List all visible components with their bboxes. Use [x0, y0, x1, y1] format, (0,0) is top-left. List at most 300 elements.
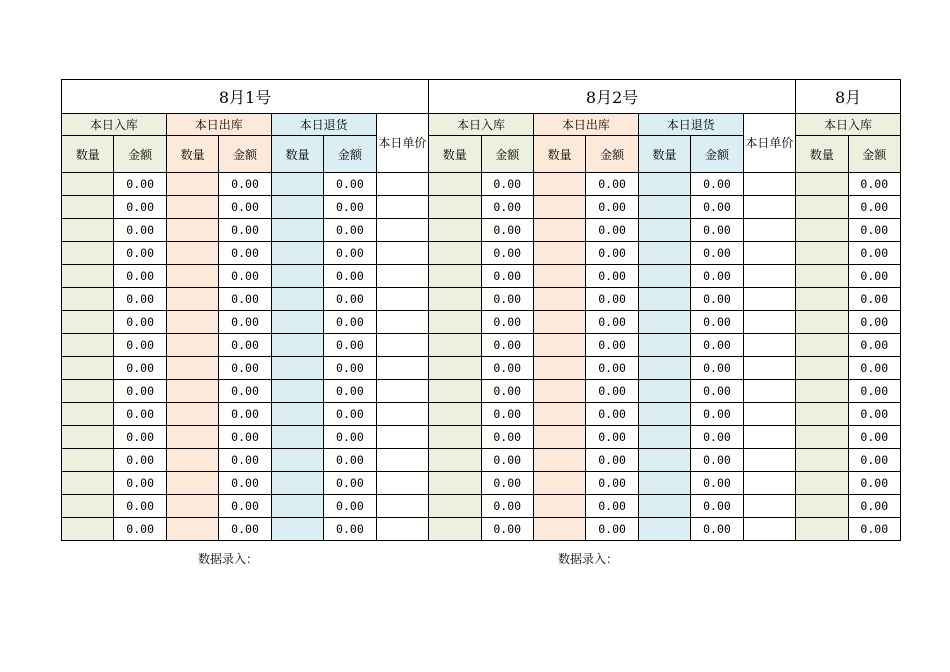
amount-cell[interactable]: 0.00: [324, 334, 376, 357]
unit-price-cell[interactable]: [743, 495, 795, 518]
qty-cell[interactable]: [62, 357, 114, 380]
unit-price-cell[interactable]: [743, 472, 795, 495]
amount-cell[interactable]: 0.00: [114, 334, 166, 357]
amount-cell[interactable]: 0.00: [586, 288, 638, 311]
amount-cell[interactable]: 0.00: [848, 173, 900, 196]
amount-cell[interactable]: 0.00: [481, 334, 533, 357]
amount-cell[interactable]: 0.00: [481, 449, 533, 472]
subheader-in-amount-day3: 金额: [848, 136, 900, 173]
amount-cell[interactable]: 0.00: [481, 357, 533, 380]
qty-cell[interactable]: [271, 495, 323, 518]
qty-cell[interactable]: [62, 472, 114, 495]
amount-cell[interactable]: 0.00: [691, 334, 743, 357]
amount-cell[interactable]: 0.00: [219, 426, 271, 449]
unit-price-cell[interactable]: [376, 403, 428, 426]
amount-cell[interactable]: 0.00: [219, 357, 271, 380]
amount-cell[interactable]: 0.00: [481, 173, 533, 196]
amount-cell[interactable]: 0.00: [586, 311, 638, 334]
amount-cell[interactable]: 0.00: [219, 265, 271, 288]
qty-cell[interactable]: [533, 472, 585, 495]
amount-cell[interactable]: 0.00: [848, 403, 900, 426]
group-header-in-day2: 本日入库: [429, 114, 534, 136]
unit-price-cell[interactable]: [743, 219, 795, 242]
unit-price-cell[interactable]: [376, 472, 428, 495]
qty-cell[interactable]: [638, 196, 690, 219]
amount-cell[interactable]: 0.00: [114, 311, 166, 334]
amount-cell[interactable]: 0.00: [586, 219, 638, 242]
amount-cell[interactable]: 0.00: [324, 518, 376, 541]
qty-cell[interactable]: [62, 242, 114, 265]
unit-price-cell[interactable]: [743, 242, 795, 265]
qty-cell[interactable]: [271, 311, 323, 334]
amount-cell[interactable]: 0.00: [586, 426, 638, 449]
qty-cell[interactable]: [429, 495, 481, 518]
unit-price-cell[interactable]: [743, 449, 795, 472]
amount-cell[interactable]: 0.00: [848, 518, 900, 541]
unit-price-cell[interactable]: [376, 311, 428, 334]
amount-cell[interactable]: 0.00: [114, 518, 166, 541]
amount-cell[interactable]: 0.00: [219, 380, 271, 403]
amount-cell[interactable]: 0.00: [586, 242, 638, 265]
unit-price-cell[interactable]: [743, 380, 795, 403]
qty-cell[interactable]: [166, 357, 218, 380]
qty-cell[interactable]: [533, 334, 585, 357]
table-row: [62, 403, 901, 426]
table-row: [62, 518, 901, 541]
amount-cell[interactable]: 0.00: [324, 173, 376, 196]
group-header-ret-day1: 本日退货: [271, 114, 376, 136]
amount-cell[interactable]: 0.00: [848, 495, 900, 518]
group-header-in-day1: 本日入库: [62, 114, 167, 136]
inventory-table: [61, 79, 901, 541]
subheader-ret-qty-day1: 数量: [271, 136, 323, 173]
qty-cell[interactable]: [429, 518, 481, 541]
amount-cell[interactable]: 0.00: [324, 288, 376, 311]
spreadsheet: [61, 79, 950, 574]
amount-cell[interactable]: 0.00: [848, 288, 900, 311]
qty-cell[interactable]: [166, 242, 218, 265]
amount-cell[interactable]: 0.00: [848, 265, 900, 288]
table-row: [62, 196, 901, 219]
amount-cell[interactable]: 0.00: [324, 380, 376, 403]
qty-cell[interactable]: [166, 403, 218, 426]
amount-cell[interactable]: 0.00: [848, 426, 900, 449]
amount-cell[interactable]: 0.00: [586, 380, 638, 403]
qty-cell[interactable]: [62, 288, 114, 311]
table-row: [62, 472, 901, 495]
qty-cell[interactable]: [271, 173, 323, 196]
qty-cell[interactable]: [166, 449, 218, 472]
qty-cell[interactable]: [796, 426, 848, 449]
group-header-ret-day2: 本日退货: [638, 114, 743, 136]
qty-cell[interactable]: [533, 518, 585, 541]
qty-cell[interactable]: [638, 219, 690, 242]
amount-cell[interactable]: 0.00: [691, 449, 743, 472]
unit-price-cell[interactable]: [743, 196, 795, 219]
amount-cell[interactable]: 0.00: [848, 380, 900, 403]
qty-cell[interactable]: [429, 380, 481, 403]
qty-cell[interactable]: [166, 288, 218, 311]
table-row: [62, 288, 901, 311]
qty-cell[interactable]: [166, 426, 218, 449]
data-entry-label-1: 数据录入：: [198, 552, 259, 566]
qty-cell[interactable]: [429, 472, 481, 495]
qty-cell[interactable]: [796, 380, 848, 403]
qty-cell[interactable]: [533, 357, 585, 380]
qty-cell[interactable]: [62, 265, 114, 288]
amount-cell[interactable]: 0.00: [219, 288, 271, 311]
qty-cell[interactable]: [62, 196, 114, 219]
amount-cell[interactable]: 0.00: [219, 403, 271, 426]
qty-cell[interactable]: [166, 495, 218, 518]
unit-price-cell[interactable]: [743, 518, 795, 541]
subheader-in-amount-day2: 金额: [481, 136, 533, 173]
qty-cell[interactable]: [271, 380, 323, 403]
qty-cell[interactable]: [271, 472, 323, 495]
qty-cell[interactable]: [533, 311, 585, 334]
qty-cell[interactable]: [62, 311, 114, 334]
qty-cell[interactable]: [796, 403, 848, 426]
unit-price-cell[interactable]: [743, 357, 795, 380]
table-row: [62, 173, 901, 196]
amount-cell[interactable]: 0.00: [219, 196, 271, 219]
amount-cell[interactable]: 0.00: [586, 196, 638, 219]
amount-cell[interactable]: 0.00: [114, 242, 166, 265]
qty-cell[interactable]: [638, 242, 690, 265]
amount-cell[interactable]: 0.00: [324, 449, 376, 472]
qty-cell[interactable]: [638, 426, 690, 449]
qty-cell[interactable]: [796, 288, 848, 311]
qty-cell[interactable]: [271, 219, 323, 242]
subheader-ret-amount-day2: 金额: [691, 136, 743, 173]
amount-cell[interactable]: 0.00: [114, 472, 166, 495]
amount-cell[interactable]: 0.00: [848, 196, 900, 219]
amount-cell[interactable]: 0.00: [114, 380, 166, 403]
qty-cell[interactable]: [638, 265, 690, 288]
qty-cell[interactable]: [429, 288, 481, 311]
amount-cell[interactable]: 0.00: [481, 219, 533, 242]
unit-price-cell[interactable]: [376, 334, 428, 357]
qty-cell[interactable]: [796, 495, 848, 518]
qty-cell[interactable]: [533, 403, 585, 426]
qty-cell[interactable]: [271, 357, 323, 380]
qty-cell[interactable]: [533, 449, 585, 472]
amount-cell[interactable]: 0.00: [848, 242, 900, 265]
amount-cell[interactable]: 0.00: [586, 173, 638, 196]
table-row: [62, 449, 901, 472]
amount-cell[interactable]: 0.00: [691, 311, 743, 334]
amount-cell[interactable]: 0.00: [481, 242, 533, 265]
qty-cell[interactable]: [638, 311, 690, 334]
amount-cell[interactable]: 0.00: [691, 518, 743, 541]
qty-cell[interactable]: [796, 242, 848, 265]
amount-cell[interactable]: 0.00: [586, 357, 638, 380]
date-header-3: 8月: [796, 80, 901, 114]
qty-cell[interactable]: [429, 334, 481, 357]
amount-cell[interactable]: 0.00: [848, 334, 900, 357]
qty-cell[interactable]: [533, 495, 585, 518]
amount-cell[interactable]: 0.00: [114, 219, 166, 242]
qty-cell[interactable]: [271, 518, 323, 541]
unit-price-cell[interactable]: [376, 357, 428, 380]
qty-cell[interactable]: [271, 403, 323, 426]
subheader-ret-amount-day1: 金额: [324, 136, 376, 173]
qty-cell[interactable]: [533, 173, 585, 196]
amount-cell[interactable]: 0.00: [481, 311, 533, 334]
amount-cell[interactable]: 0.00: [586, 495, 638, 518]
qty-cell[interactable]: [166, 196, 218, 219]
table-row: [62, 219, 901, 242]
group-header-in-day3: 本日入库: [796, 114, 901, 136]
qty-cell[interactable]: [62, 518, 114, 541]
qty-cell[interactable]: [429, 403, 481, 426]
amount-cell[interactable]: 0.00: [324, 242, 376, 265]
amount-cell[interactable]: 0.00: [219, 311, 271, 334]
qty-cell[interactable]: [166, 518, 218, 541]
qty-cell[interactable]: [638, 173, 690, 196]
unit-price-cell[interactable]: [376, 380, 428, 403]
qty-cell[interactable]: [796, 334, 848, 357]
table-row: [62, 265, 901, 288]
amount-cell[interactable]: 0.00: [691, 403, 743, 426]
qty-cell[interactable]: [533, 196, 585, 219]
amount-cell[interactable]: 0.00: [848, 219, 900, 242]
amount-cell[interactable]: 0.00: [691, 380, 743, 403]
unit-price-cell[interactable]: [376, 242, 428, 265]
amount-cell[interactable]: 0.00: [219, 219, 271, 242]
qty-cell[interactable]: [429, 173, 481, 196]
qty-cell[interactable]: [638, 357, 690, 380]
amount-cell[interactable]: 0.00: [324, 196, 376, 219]
qty-cell[interactable]: [796, 449, 848, 472]
qty-cell[interactable]: [638, 449, 690, 472]
amount-cell[interactable]: 0.00: [481, 518, 533, 541]
amount-cell[interactable]: 0.00: [691, 472, 743, 495]
qty-cell[interactable]: [62, 449, 114, 472]
subheader-in-qty-day1: 数量: [62, 136, 114, 173]
table-row: [62, 357, 901, 380]
amount-cell[interactable]: 0.00: [324, 426, 376, 449]
amount-cell[interactable]: 0.00: [114, 495, 166, 518]
qty-cell[interactable]: [533, 380, 585, 403]
unit-price-cell[interactable]: [376, 518, 428, 541]
subheader-out-amount-day1: 金额: [219, 136, 271, 173]
qty-cell[interactable]: [638, 288, 690, 311]
amount-cell[interactable]: 0.00: [481, 196, 533, 219]
amount-cell[interactable]: 0.00: [691, 288, 743, 311]
qty-cell[interactable]: [429, 196, 481, 219]
amount-cell[interactable]: 0.00: [691, 242, 743, 265]
qty-cell[interactable]: [271, 334, 323, 357]
data-entry-label-2: 数据录入：: [558, 552, 619, 566]
amount-cell[interactable]: 0.00: [848, 311, 900, 334]
qty-cell[interactable]: [166, 311, 218, 334]
amount-cell[interactable]: 0.00: [481, 472, 533, 495]
amount-cell[interactable]: 0.00: [691, 196, 743, 219]
qty-cell[interactable]: [62, 173, 114, 196]
unit-price-header-day2: 本日单价: [743, 114, 795, 173]
table-row: [62, 311, 901, 334]
date-header-2: 8月2号: [429, 80, 796, 114]
qty-cell[interactable]: [796, 265, 848, 288]
qty-cell[interactable]: [638, 495, 690, 518]
amount-cell[interactable]: 0.00: [586, 518, 638, 541]
unit-price-cell[interactable]: [743, 173, 795, 196]
unit-price-cell[interactable]: [743, 311, 795, 334]
amount-cell[interactable]: 0.00: [586, 472, 638, 495]
amount-cell[interactable]: 0.00: [114, 196, 166, 219]
qty-cell[interactable]: [796, 357, 848, 380]
amount-cell[interactable]: 0.00: [481, 403, 533, 426]
amount-cell[interactable]: 0.00: [219, 242, 271, 265]
qty-cell[interactable]: [429, 449, 481, 472]
amount-cell[interactable]: 0.00: [114, 357, 166, 380]
qty-cell[interactable]: [429, 311, 481, 334]
qty-cell[interactable]: [796, 173, 848, 196]
amount-cell[interactable]: 0.00: [586, 403, 638, 426]
qty-cell[interactable]: [429, 219, 481, 242]
unit-price-cell[interactable]: [376, 173, 428, 196]
table-row: [62, 426, 901, 449]
qty-cell[interactable]: [796, 219, 848, 242]
amount-cell[interactable]: 0.00: [324, 403, 376, 426]
qty-cell[interactable]: [166, 334, 218, 357]
qty-cell[interactable]: [62, 219, 114, 242]
amount-cell[interactable]: 0.00: [219, 472, 271, 495]
amount-cell[interactable]: 0.00: [691, 173, 743, 196]
amount-cell[interactable]: 0.00: [324, 357, 376, 380]
qty-cell[interactable]: [429, 357, 481, 380]
date-header-1: 8月1号: [62, 80, 429, 114]
unit-price-cell[interactable]: [376, 426, 428, 449]
qty-cell[interactable]: [533, 265, 585, 288]
subheader-ret-qty-day2: 数量: [638, 136, 690, 173]
qty-cell[interactable]: [638, 518, 690, 541]
amount-cell[interactable]: 0.00: [114, 288, 166, 311]
unit-price-cell[interactable]: [743, 403, 795, 426]
amount-cell[interactable]: 0.00: [691, 357, 743, 380]
table-row: [62, 242, 901, 265]
qty-cell[interactable]: [429, 265, 481, 288]
qty-cell[interactable]: [271, 196, 323, 219]
qty-cell[interactable]: [62, 380, 114, 403]
qty-cell[interactable]: [429, 426, 481, 449]
subheader-in-amount-day1: 金额: [114, 136, 166, 173]
qty-cell[interactable]: [62, 334, 114, 357]
unit-price-cell[interactable]: [743, 288, 795, 311]
qty-cell[interactable]: [796, 518, 848, 541]
amount-cell[interactable]: 0.00: [324, 265, 376, 288]
qty-cell[interactable]: [796, 196, 848, 219]
amount-cell[interactable]: 0.00: [219, 495, 271, 518]
qty-cell[interactable]: [271, 426, 323, 449]
qty-cell[interactable]: [638, 334, 690, 357]
subheader-out-qty-day2: 数量: [533, 136, 585, 173]
amount-cell[interactable]: 0.00: [114, 265, 166, 288]
qty-cell[interactable]: [271, 288, 323, 311]
amount-cell[interactable]: 0.00: [481, 288, 533, 311]
qty-cell[interactable]: [62, 426, 114, 449]
qty-cell[interactable]: [533, 242, 585, 265]
amount-cell[interactable]: 0.00: [114, 403, 166, 426]
unit-price-cell[interactable]: [376, 196, 428, 219]
amount-cell[interactable]: 0.00: [586, 449, 638, 472]
unit-price-cell[interactable]: [376, 288, 428, 311]
amount-cell[interactable]: 0.00: [691, 495, 743, 518]
qty-cell[interactable]: [533, 426, 585, 449]
unit-price-header-day1: 本日单价: [376, 114, 428, 173]
amount-cell[interactable]: 0.00: [586, 334, 638, 357]
group-header-out-day2: 本日出库: [533, 114, 638, 136]
amount-cell[interactable]: 0.00: [848, 357, 900, 380]
qty-cell[interactable]: [638, 472, 690, 495]
amount-cell[interactable]: 0.00: [219, 173, 271, 196]
subheader-in-qty-day2: 数量: [429, 136, 481, 173]
amount-cell[interactable]: 0.00: [324, 219, 376, 242]
unit-price-cell[interactable]: [376, 265, 428, 288]
table-row: [62, 334, 901, 357]
amount-cell[interactable]: 0.00: [481, 426, 533, 449]
amount-cell[interactable]: 0.00: [219, 518, 271, 541]
qty-cell[interactable]: [796, 472, 848, 495]
qty-cell[interactable]: [62, 403, 114, 426]
unit-price-cell[interactable]: [376, 449, 428, 472]
amount-cell[interactable]: 0.00: [481, 265, 533, 288]
amount-cell[interactable]: 0.00: [481, 495, 533, 518]
amount-cell[interactable]: 0.00: [114, 449, 166, 472]
qty-cell[interactable]: [166, 219, 218, 242]
unit-price-cell[interactable]: [743, 334, 795, 357]
amount-cell[interactable]: 0.00: [324, 311, 376, 334]
amount-cell[interactable]: 0.00: [481, 380, 533, 403]
unit-price-cell[interactable]: [743, 265, 795, 288]
qty-cell[interactable]: [638, 380, 690, 403]
table-row: [62, 495, 901, 518]
unit-price-cell[interactable]: [376, 495, 428, 518]
amount-cell[interactable]: 0.00: [219, 334, 271, 357]
amount-cell[interactable]: 0.00: [848, 449, 900, 472]
group-header-out-day1: 本日出库: [166, 114, 271, 136]
unit-price-cell[interactable]: [376, 219, 428, 242]
amount-cell[interactable]: 0.00: [324, 472, 376, 495]
qty-cell[interactable]: [271, 242, 323, 265]
qty-cell[interactable]: [166, 173, 218, 196]
amount-cell[interactable]: 0.00: [691, 219, 743, 242]
qty-cell[interactable]: [533, 219, 585, 242]
qty-cell[interactable]: [166, 265, 218, 288]
amount-cell[interactable]: 0.00: [219, 449, 271, 472]
table-row: [62, 380, 901, 403]
subheader-out-qty-day1: 数量: [166, 136, 218, 173]
qty-cell[interactable]: [166, 472, 218, 495]
amount-cell[interactable]: 0.00: [691, 265, 743, 288]
qty-cell[interactable]: [429, 242, 481, 265]
qty-cell[interactable]: [638, 403, 690, 426]
qty-cell[interactable]: [271, 265, 323, 288]
qty-cell[interactable]: [271, 449, 323, 472]
amount-cell[interactable]: 0.00: [114, 173, 166, 196]
qty-cell[interactable]: [533, 288, 585, 311]
qty-cell[interactable]: [796, 311, 848, 334]
qty-cell[interactable]: [62, 495, 114, 518]
unit-price-cell[interactable]: [743, 426, 795, 449]
amount-cell[interactable]: 0.00: [114, 426, 166, 449]
qty-cell[interactable]: [166, 380, 218, 403]
amount-cell[interactable]: 0.00: [691, 426, 743, 449]
amount-cell[interactable]: 0.00: [586, 265, 638, 288]
amount-cell[interactable]: 0.00: [324, 495, 376, 518]
amount-cell[interactable]: 0.00: [848, 472, 900, 495]
